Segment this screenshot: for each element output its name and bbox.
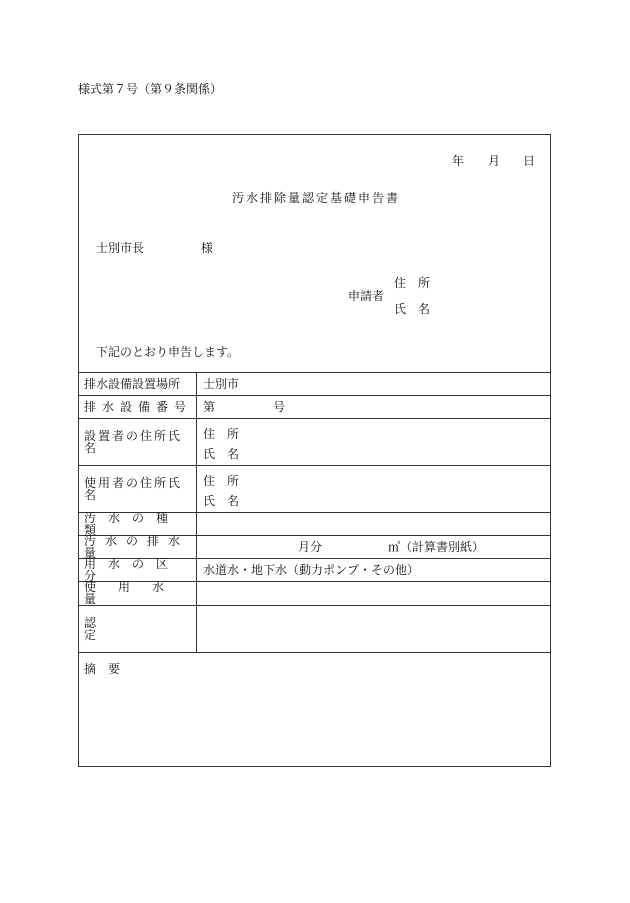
applicant-name-label: 氏 名 bbox=[394, 302, 431, 316]
discharge-monthly: 月分 bbox=[298, 540, 323, 554]
water-class-label bbox=[84, 558, 192, 581]
installer-label bbox=[84, 418, 192, 465]
addressee-mayor: 士別市長 bbox=[96, 241, 145, 255]
discharge-unit: ㎥（計算書別紙） bbox=[388, 540, 485, 554]
form-number: 様式第７号（第９条関係） bbox=[78, 82, 223, 96]
approval-label-text: 認定 bbox=[84, 615, 181, 642]
user-label-text: 使用者の住所氏名 bbox=[84, 475, 183, 502]
sewage-type-label bbox=[84, 512, 192, 535]
location-value: 士別市 bbox=[203, 377, 240, 391]
water-usage-label-text: 使用水量 bbox=[84, 580, 187, 606]
number-label-text: 排水設備番号 bbox=[84, 399, 193, 414]
number-prefix: 第 bbox=[203, 400, 216, 414]
date-month: 月 bbox=[488, 154, 501, 168]
applicant-label: 申請者 bbox=[348, 289, 385, 303]
number-label bbox=[84, 395, 192, 418]
installer-address: 住 所 bbox=[203, 427, 240, 441]
discharge-label bbox=[84, 535, 192, 558]
date-year: 年 bbox=[452, 154, 465, 168]
location-label-text: 排水設備設置場所 bbox=[84, 376, 181, 391]
discharge-label-text: 汚水の排水量 bbox=[84, 533, 190, 560]
column-divider bbox=[196, 372, 197, 652]
user-label bbox=[84, 465, 192, 512]
applicant-address-label: 住 所 bbox=[394, 276, 431, 290]
date-day: 日 bbox=[523, 154, 536, 168]
user-address: 住 所 bbox=[203, 474, 240, 488]
location-label bbox=[84, 372, 192, 395]
sewage-type-label-text: 汚水の種類 bbox=[84, 510, 181, 537]
addressee-honorific: 様 bbox=[201, 241, 214, 255]
remarks-label: 摘 要 bbox=[84, 662, 121, 676]
installer-name: 氏 名 bbox=[203, 447, 240, 461]
installer-label-text: 設置者の住所氏名 bbox=[84, 428, 183, 455]
declaration-text: 下記のとおり申告します。 bbox=[96, 345, 240, 359]
number-suffix: 号 bbox=[273, 400, 286, 414]
form-title: 汚水排除量認定基礎申告書 bbox=[232, 191, 401, 205]
water-class-label-text: 用水の区分 bbox=[84, 556, 181, 583]
row-divider bbox=[78, 652, 551, 653]
user-name: 氏 名 bbox=[203, 494, 240, 508]
water-usage-label bbox=[84, 581, 192, 605]
approval-label bbox=[84, 605, 192, 652]
water-class-value: 水道水・地下水（動力ポンプ・その他） bbox=[203, 563, 420, 577]
